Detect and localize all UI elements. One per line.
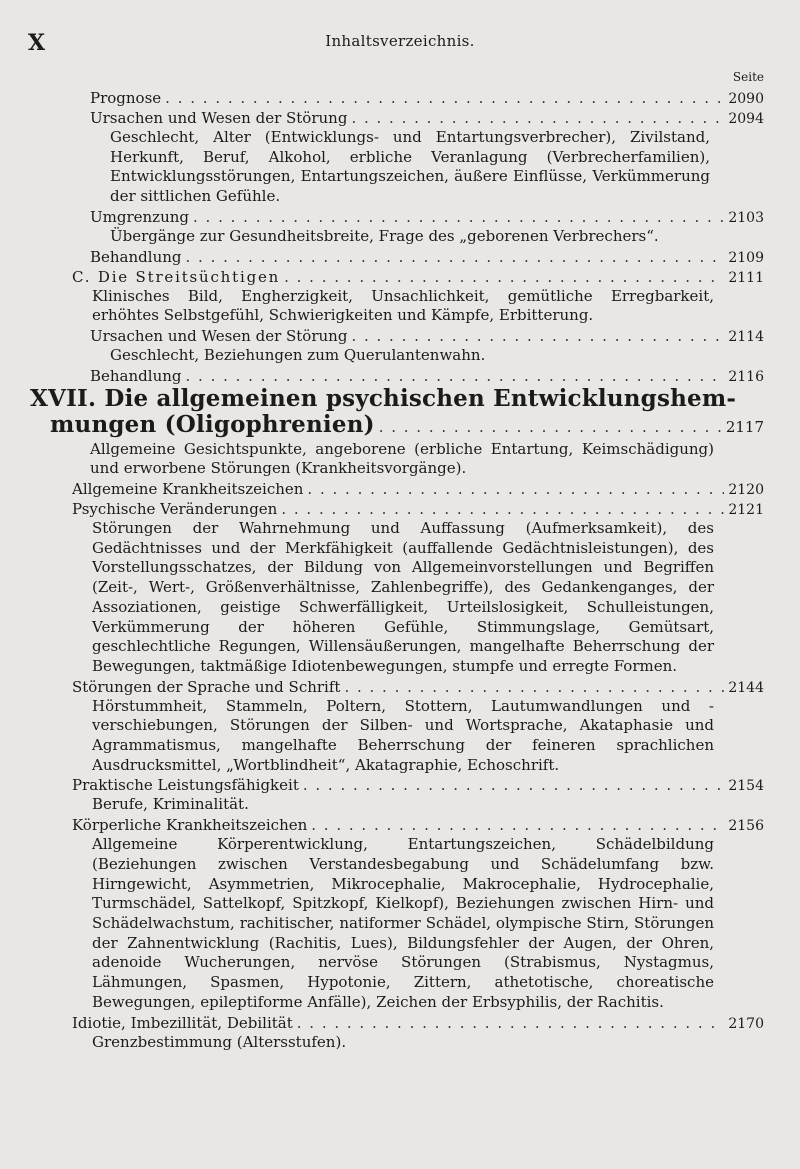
running-title: Inhaltsverzeichnis.: [325, 32, 475, 50]
toc-entry-behandlung: [0, 366, 800, 386]
toc-entry-title: Umgrenzung: [90, 207, 190, 226]
toc-entry-title: Praktische Leistungsfähigkeit: [72, 776, 299, 795]
toc-entry-page: 2103: [728, 209, 764, 226]
dot-leader: [379, 414, 722, 440]
toc-entry-description: Grenzbestimmung (Altersstufen).: [92, 1032, 347, 1051]
toc-entry-page: 2109: [728, 249, 764, 266]
chapter-title-line-2: mungen (Oligophrenien): [50, 410, 375, 438]
toc-entry-umgrenzung: [0, 207, 800, 247]
toc-entry-description: Hörstummheit, Stammeln, Poltern, Stottern, Lautumwandlungen und -verschiebungen, Störungen der Silben- und Wortsprache, Akataphasie und Agrammatismus, mangelhafte Beherrschung der feineren sprachlichen Ausdrucksmittel, „Wortblindheit“, Akatagraphie, Echoschrift.: [92, 696, 714, 774]
toc-entry-title: Behandlung: [90, 247, 182, 266]
toc-entry-idiotie: [0, 1013, 800, 1053]
toc-entry-page: 2154: [728, 778, 764, 795]
toc-entry-title: Behandlung: [90, 366, 182, 385]
table-of-contents: [0, 88, 800, 1052]
toc-entry-page: 2144: [728, 679, 764, 696]
toc-entry-page: 2120: [728, 482, 764, 499]
toc-entry-title: Ursachen und Wesen der Störung: [90, 326, 348, 345]
toc-entry-sprache-schrift: [0, 677, 800, 776]
dot-leader: [281, 499, 724, 519]
dot-leader: [284, 267, 724, 287]
dot-leader: [351, 326, 724, 346]
toc-chapter-xvii: [30, 386, 764, 438]
dot-leader: [186, 247, 725, 267]
toc-entry-page: 2116: [728, 368, 764, 385]
toc-section-title: C. Die Streitsüchtigen: [72, 267, 281, 286]
toc-entry-page: 2170: [728, 1015, 764, 1032]
toc-entry-title: Allgemeine Krankheitszeichen: [72, 480, 304, 499]
dot-leader: [193, 207, 724, 227]
toc-entry-description: Geschlecht, Alter (Entwicklungs- und Entartungsverbrecher), Zivilstand, Herkunft, Beruf, Alkohol, erbliche Veranlagung (Verbrecherfamilien), Entwicklungsstörungen, Entartungszeichen, äußere Einflüsse, Verkümmerung der sittlichen Gefühle.: [110, 128, 710, 206]
dot-leader: [297, 1013, 725, 1033]
dot-leader: [311, 815, 724, 835]
seite-column-label: Seite: [732, 70, 764, 84]
toc-entry-page: 2114: [728, 328, 764, 345]
toc-entry-title: Idiotie, Imbezillität, Debilität: [72, 1013, 293, 1032]
toc-entry-page: 2090: [728, 91, 764, 107]
dot-leader: [351, 108, 724, 128]
toc-entry-page: 2094: [728, 111, 764, 127]
toc-entry-prognose: [0, 88, 800, 108]
toc-entry-koerperliche-krankheitszeichen: [0, 815, 800, 1012]
toc-entry-description: Klinisches Bild, Engherzigkeit, Unsachlichkeit, gemütliche Erregbarkeit, erhöhtes Selbstgefühl, Schwierigkeiten und Kämpfe, Erbitterung.: [92, 286, 714, 325]
toc-entry-title: Ursachen und Wesen der Störung: [90, 109, 348, 127]
toc-entry-ursachen: [0, 108, 800, 207]
toc-entry-page: 2121: [728, 502, 764, 519]
toc-section-streitsuechtige: [0, 267, 800, 326]
toc-entry-page: 2111: [728, 269, 764, 286]
toc-entry-description: Übergänge zur Gesundheitsbreite, Frage des „geborenen Verbrechers“.: [110, 226, 659, 245]
toc-entry-description: Geschlecht, Beziehungen zum Querulantenwahn.: [110, 345, 486, 364]
toc-entry-title: Prognose: [90, 89, 162, 107]
dot-leader: [344, 677, 724, 697]
toc-entry-leistungsfaehigkeit: [0, 775, 800, 815]
toc-entry-title: Störungen der Sprache und Schrift: [72, 677, 341, 696]
dot-leader: [303, 775, 725, 795]
chapter-description: Allgemeine Gesichtspunkte, angeborene (erbliche Entartung, Keimschädigung) und erworbene Störungen (Krankheitsvorgänge).: [90, 439, 714, 478]
toc-entry-title: Psychische Veränderungen: [72, 500, 278, 519]
dot-leader: [165, 88, 724, 108]
toc-entry-page: 2156: [728, 818, 764, 835]
dot-leader: [307, 479, 724, 499]
toc-entry-description: Störungen der Wahrnehmung und Auffassung (Aufmerksamkeit), des Gedächtnisses und der Merkfähigkeit (auffallende Gedächtnisleistungen), des Vorstellungsschatzes, der Bildung von Allgemeinvorstellungen und Begriffen (Zeit-, Wert-, Größenverhältnisse, Zahlenbegriffe), des Gedankenganges, der Assoziationen, geistige Schwerfälligkeit, Urteilslosigkeit, Schulleistungen, Verkümmerung der höheren Gefühle, Stimmungslage, Gemütsart, geschlechtliche Regungen, Willensäußerungen, mangelhafte Beherrschung der Bewegungen, taktmäßige Idiotenbewegungen, stumpfe und erregte Formen.: [92, 519, 714, 675]
chapter-title-line-1: XVII. Die allgemeinen psychischen Entwicklungshem-: [30, 384, 737, 412]
toc-entry-krankheitszeichen: [0, 479, 800, 499]
toc-entry-psychische-veraenderungen: [0, 499, 800, 677]
toc-entry-title: Körperliche Krankheitszeichen: [72, 816, 308, 835]
toc-entry-description: Berufe, Kriminalität.: [92, 795, 249, 814]
dot-leader: [186, 366, 725, 386]
toc-entry-description: Allgemeine Körperentwicklung, Entartungszeichen, Schädelbildung (Beziehungen zwischen Verstandesbegabung und Schädelumfang bzw. Hirngewicht, Asymmetrien, Mikrocephalie, Makrocephalie, Hydrocephalie, Turmschädel, Sattelkopf, Spitzkopf, Kielkopf), Beziehungen zwischen Hirn- und Schädelwachstum, rachitischer, natiformer Schädel, olympische Stirn, Störungen der Zahnentwicklung (Rachitis, Lues), Bildungsfehler der Augen, der Ohren, adenoide Wucherungen, nervöse Störungen (Strabismus, Nystagmus, Lähmungen, Spasmen, Hypotonie, Zittern, athetotische, choreatische Bewegungen, epileptiforme Anfälle), Zeichen der Erbsyphilis, der Rachitis.: [92, 835, 714, 1011]
page-number: X: [28, 30, 46, 56]
toc-entry-ursachen: [0, 326, 800, 366]
toc-entry-page: 2117: [725, 417, 764, 436]
toc-entry-behandlung: [0, 247, 800, 267]
